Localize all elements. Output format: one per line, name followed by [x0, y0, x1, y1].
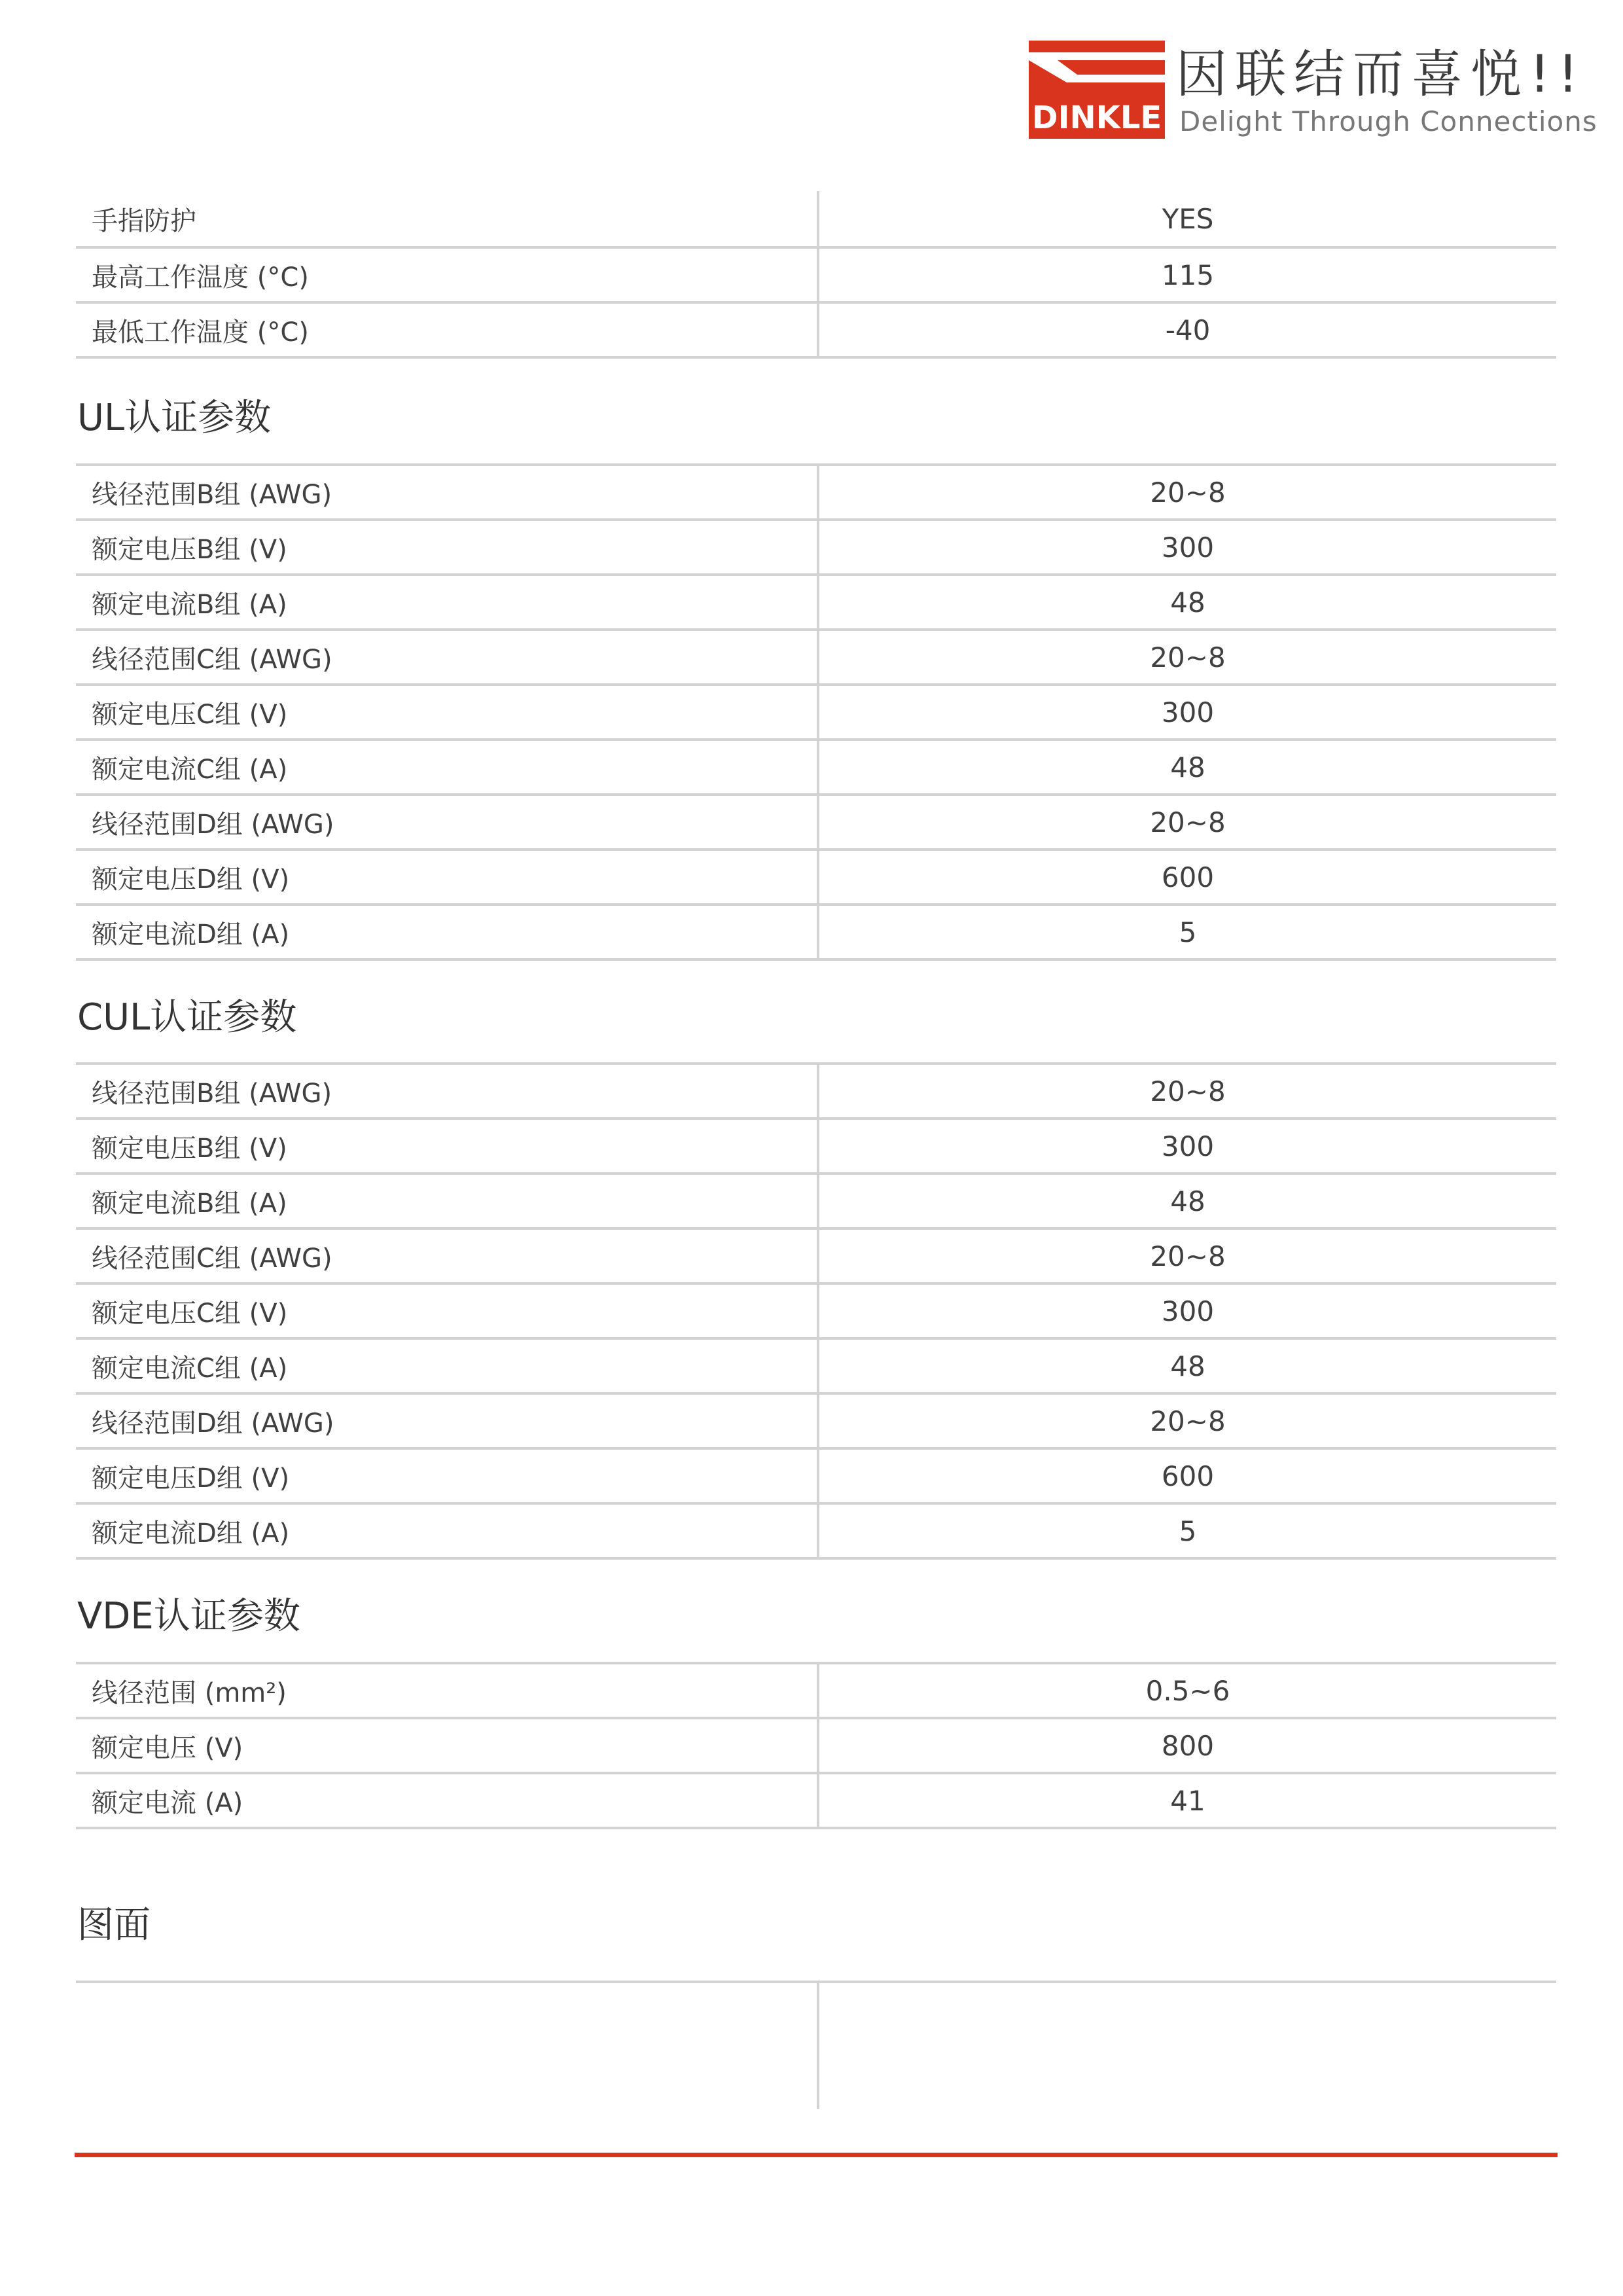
- spec-label: 线径范围B组 (AWG): [92, 479, 332, 510]
- table-row: [76, 1230, 1556, 1285]
- brand-slogan-chinese: 因联结而喜悦!!: [1176, 45, 1586, 104]
- spec-value: -40: [817, 304, 1556, 356]
- table-row: [76, 463, 1556, 521]
- spec-value: 600: [817, 1450, 1556, 1502]
- spec-label: 额定电流B组 (A): [92, 589, 287, 620]
- spec-label: 额定电流D组 (A): [92, 919, 290, 950]
- table-row: [76, 249, 1556, 304]
- spec-label: 额定电压 (V): [92, 1732, 243, 1763]
- ul-spec-table: [76, 463, 1556, 961]
- table-row: [76, 741, 1556, 796]
- table-row: [76, 191, 1556, 249]
- spec-label: 线径范围D组 (AWG): [92, 809, 334, 840]
- spec-value: 41: [817, 1774, 1556, 1827]
- spec-label: 额定电压C组 (V): [92, 699, 288, 730]
- table-row: [76, 1662, 1556, 1719]
- spec-label: 额定电压D组 (V): [92, 1463, 290, 1494]
- ul-section-heading: UL认证参数: [77, 397, 272, 439]
- spec-value: 20~8: [817, 1065, 1556, 1117]
- spec-value: 5: [817, 1505, 1556, 1557]
- spec-label: 额定电压C组 (V): [92, 1298, 288, 1329]
- table-row: [76, 1450, 1556, 1505]
- drawing-section-heading: 图面: [77, 1904, 151, 1946]
- footer-rule: [75, 2153, 1558, 2157]
- spec-value: 20~8: [817, 796, 1556, 848]
- table-row: [76, 1175, 1556, 1230]
- spec-label: 额定电压D组 (V): [92, 864, 290, 895]
- table-row: [76, 1340, 1556, 1395]
- drawing-divider: [817, 1983, 819, 2109]
- table-row: [76, 1120, 1556, 1175]
- cul-section-heading: CUL认证参数: [77, 996, 297, 1039]
- table-row: [76, 1719, 1556, 1774]
- table-row: [76, 631, 1556, 686]
- spec-label: 额定电流B组 (A): [92, 1188, 287, 1219]
- spec-label: 额定电流D组 (A): [92, 1518, 290, 1549]
- spec-label: 线径范围C组 (AWG): [92, 644, 332, 675]
- spec-label: 手指防护: [92, 206, 196, 236]
- vde-section-heading: VDE认证参数: [77, 1595, 300, 1638]
- spec-label: 额定电压B组 (V): [92, 1133, 287, 1164]
- spec-value: 5: [817, 906, 1556, 958]
- spec-value: 20~8: [817, 1230, 1556, 1282]
- table-row: [76, 304, 1556, 359]
- spec-label: 额定电流C组 (A): [92, 1353, 288, 1384]
- spec-label: 最高工作温度 (°C): [92, 262, 309, 293]
- spec-label: 额定电流C组 (A): [92, 754, 288, 785]
- spec-value: 48: [817, 741, 1556, 793]
- spec-label: 最低工作温度 (°C): [92, 317, 309, 348]
- spec-value: 0.5~6: [817, 1664, 1556, 1717]
- spec-value: 300: [817, 686, 1556, 738]
- spec-label: 线径范围D组 (AWG): [92, 1408, 334, 1439]
- spec-value: 48: [817, 1175, 1556, 1227]
- table-row: [76, 1774, 1556, 1829]
- cul-spec-table: [76, 1062, 1556, 1560]
- spec-value: 800: [817, 1719, 1556, 1772]
- vde-spec-table: [76, 1662, 1556, 1829]
- table-row: [76, 1285, 1556, 1340]
- spec-value: 20~8: [817, 631, 1556, 683]
- table-row: [76, 796, 1556, 851]
- table-row: [76, 1395, 1556, 1450]
- brand-slogan-english: Delight Through Connections: [1179, 105, 1597, 137]
- spec-value: 300: [817, 521, 1556, 573]
- drawing-area: [76, 1981, 1556, 2109]
- spec-value: YES: [817, 191, 1556, 246]
- table-row: [76, 1505, 1556, 1560]
- table-row: [76, 1062, 1556, 1120]
- spec-value: 48: [817, 576, 1556, 628]
- spec-label: 线径范围 (mm²): [92, 1677, 287, 1708]
- spec-value: 20~8: [817, 466, 1556, 518]
- table-row: [76, 906, 1556, 961]
- spec-label: 额定电压B组 (V): [92, 534, 287, 565]
- table-row: [76, 851, 1556, 906]
- spec-value: 600: [817, 851, 1556, 903]
- spec-label: 额定电流 (A): [92, 1787, 243, 1818]
- dinkle-logo: [1029, 41, 1165, 139]
- spec-label: 线径范围B组 (AWG): [92, 1078, 332, 1109]
- spec-value: 20~8: [817, 1395, 1556, 1447]
- logo-wordmark: DINKLE: [1031, 99, 1162, 136]
- spec-value: 115: [817, 249, 1556, 301]
- spec-value: 48: [817, 1340, 1556, 1392]
- general-spec-table: [76, 191, 1556, 359]
- spec-label: 线径范围C组 (AWG): [92, 1243, 332, 1274]
- spec-value: 300: [817, 1285, 1556, 1337]
- table-row: [76, 576, 1556, 631]
- table-row: [76, 686, 1556, 741]
- table-row: [76, 521, 1556, 576]
- spec-value: 300: [817, 1120, 1556, 1172]
